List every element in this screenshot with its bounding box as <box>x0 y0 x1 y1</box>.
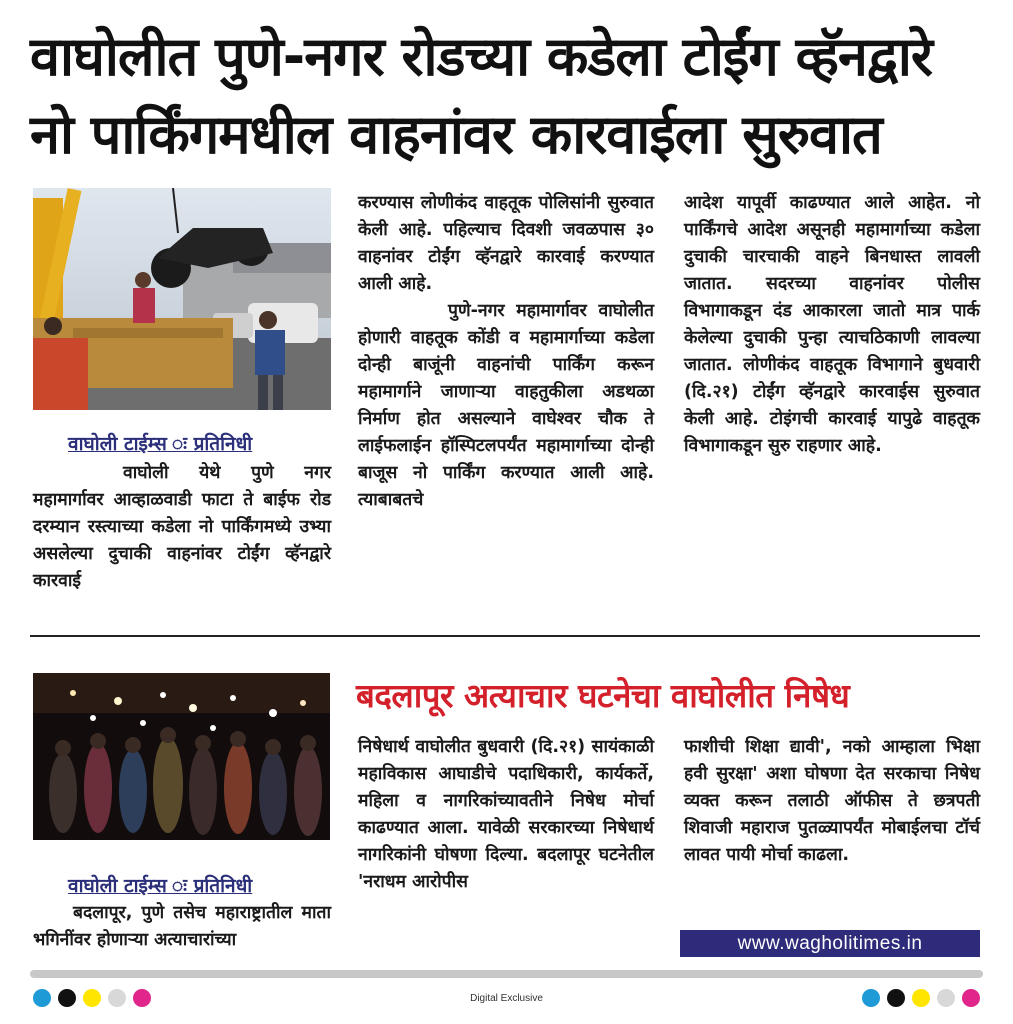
article2-byline: वाघोली टाईम्स ः प्रतिनिधी <box>68 875 253 897</box>
article1-column2-para1: करण्यास लोणीकंद वाहतूक पोलिसांनी सुरुवात केली आहे. पहिल्याच दिवशी जवळपास ३० वाहनांवर टोईंग व्हॅनद्वारे कारवाई करण्यात आली आहे. <box>358 193 654 294</box>
article2-column2-text: निषेधार्थ वाघोलीत बुधवारी (दि.२१) सायंकाळी महाविकास आघाडीचे पदाधिकारी, कार्यकर्ते, महिला व नागरिकांच्यावतीने निषेध मोर्चा काढण्यात आला. यावेळी सरकारच्या निषेधार्थ नागरिकांनी घोषणा दिल्या. बदलापूर घटनेतील 'नराधम आरोपीस <box>358 737 654 892</box>
yellow-registration-dot <box>912 989 930 1007</box>
magenta-registration-dot <box>962 989 980 1007</box>
article1-column3-text: आदेश यापूर्वी काढण्यात आले आहेत. नो पार्किंगचे आदेश असूनही महामार्गाच्या कडेला दुचाकी चारचाकी वाहने बिनधास्त लावली जातात. सदरच्या वाहनांवर पोलीस विभागाकडून दंड आकारला जातो मात्र पार्क केलेल्या दुचाकी पुन्हा त्याचठिकाणी लावल्या जातात. लोणीकंद वाहतूक विभागाने बुधवारी (दि.२१) टोईंग व्हॅनद्वारे कारवाईस सुरुवात केली आहे. टोइंगची कारवाई यापुढे वाहतूक विभागाकडून सुरु राहणार आहे. <box>684 193 980 456</box>
article2-column2 <box>358 734 654 896</box>
protest-torch-march-photo <box>33 673 330 840</box>
grey-registration-dot <box>937 989 955 1007</box>
protest-photo-illustration <box>33 673 330 840</box>
article1-column1-text: वाघोली येथे पुणे नगर महामार्गावर आव्हाळवाडी फाटा ते बाईफ रोड दरम्यान रस्त्याच्या कडेला नो पार्किंगमध्ये उभ्या असलेल्या दुचाकी वाहनांवर टोईंग व्हॅनद्वारे कारवाई <box>33 463 331 591</box>
bottom-rule <box>30 970 983 978</box>
footer-label: Digital Exclusive <box>470 993 543 1004</box>
main-headline-line1: वाघोलीत पुणे-नगर रोडच्या कडेला टोईंग व्हॅनद्वारे <box>30 25 932 88</box>
article2-column3 <box>684 734 980 869</box>
article2-column1 <box>33 900 331 954</box>
motorcycle-towing-photo <box>33 188 331 410</box>
towing-photo-illustration <box>33 188 331 410</box>
article1-column1 <box>33 460 331 595</box>
article1-column2 <box>358 190 654 514</box>
cyan-registration-dot <box>862 989 880 1007</box>
section-divider <box>30 635 980 637</box>
black-registration-dot <box>887 989 905 1007</box>
article2-column3-text: फाशीची शिक्षा द्यावी', नको आम्हाला भिक्षा हवी सुरक्षा' अशा घोषणा देत सरकाचा निषेध व्यक्त करून तलाठी ऑफीस ते छत्रपती शिवाजी महाराज पुतळ्यापर्यंत मोबाईलचा टॉर्च लावत पायी मोर्चा काढला. <box>684 737 980 865</box>
article2-column1-text: बदलापूर, पुणे तसेच महाराष्ट्रातील माता भगिनींवर होणाऱ्या अत्याचारांच्या <box>33 903 331 950</box>
website-url-bar[interactable]: www.wagholitimes.in <box>680 930 980 957</box>
article2-headline: बदलापूर अत्याचार घटनेचा वाघोलीत निषेध <box>356 676 850 715</box>
article1-byline: वाघोली टाईम्स ः प्रतिनिधी <box>68 433 253 455</box>
article1-column3 <box>684 190 980 460</box>
main-headline-line2: नो पार्किंगमधील वाहनांवर कारवाईला सुरुवात <box>30 103 882 166</box>
registration-dots-right <box>862 989 980 1007</box>
article1-column2-para2: पुणे-नगर महामार्गावर वाघोलीत होणारी वाहतूक कोंडी व महामार्गाच्या कडेला दोन्ही बाजूंनी वाहनांची पार्किंग करून महामार्गाने जाणाऱ्या वाहतुकीला अडथळा निर्माण होत असल्याने वाघेश्वर चौक ते लाईफलाईन हॉस्पिटलपर्यंत महामार्गाच्या दोन्ही बाजूस नो पार्किंग करण्यात आली आहे. त्याबाबतचे <box>358 301 654 510</box>
